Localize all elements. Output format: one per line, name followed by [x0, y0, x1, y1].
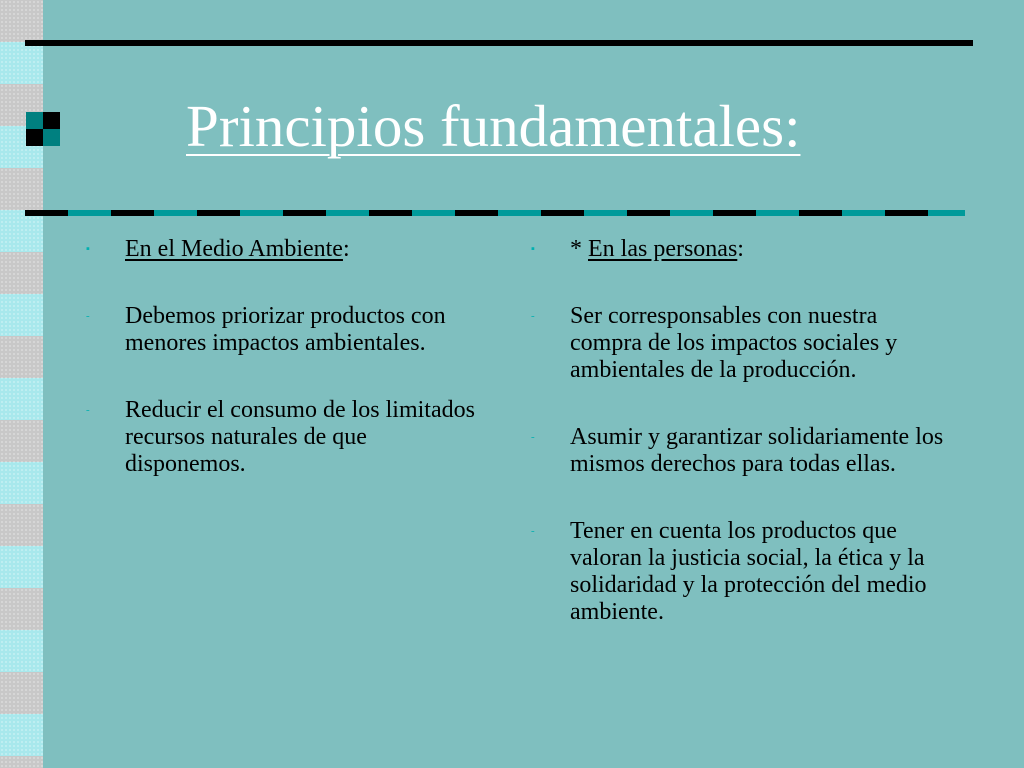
- list-item: [531, 424, 951, 478]
- checker-square-icon: [26, 112, 60, 146]
- left-heading: [86, 236, 486, 263]
- dashed-divider: [25, 210, 965, 216]
- list-item: [86, 397, 486, 478]
- left-column: [86, 236, 486, 478]
- list-item-text: Reducir el consumo de los limitados recursos naturales de que disponemos.: [125, 397, 475, 477]
- right-heading-suffix: :: [737, 236, 744, 262]
- square-bullet-icon: ▪: [86, 243, 90, 255]
- list-item: [531, 303, 951, 384]
- left-heading-text: En el Medio Ambiente: [125, 236, 343, 262]
- right-heading: [531, 236, 951, 263]
- list-item: [86, 303, 486, 357]
- dash-bullet-icon: -: [531, 310, 535, 322]
- list-item-text: Ser corresponsables con nuestra compra de los impactos sociales y ambientales de la producción.: [570, 303, 898, 383]
- dash-bullet-icon: -: [86, 404, 90, 416]
- square-bullet-icon: ▪: [531, 243, 535, 255]
- right-column: [531, 236, 951, 626]
- list-item-text: Tener en cuenta los productos que valoran la justicia social, la ética y la solidaridad y la protección del medio ambiente.: [570, 518, 927, 625]
- list-item-text: Asumir y garantizar solidariamente los mismos derechos para todas ellas.: [570, 424, 944, 477]
- top-rule: [25, 40, 973, 46]
- dash-bullet-icon: -: [86, 310, 90, 322]
- list-item: [531, 518, 951, 626]
- dash-bullet-icon: -: [531, 431, 535, 443]
- list-item-text: Debemos priorizar productos con menores impactos ambientales.: [125, 303, 446, 356]
- slide-title: Principios fundamentales:: [186, 93, 801, 159]
- left-heading-suffix: :: [342, 236, 350, 262]
- dash-bullet-icon: -: [531, 525, 535, 537]
- right-heading-prefix: *: [570, 236, 588, 262]
- right-heading-text: En las personas: [588, 236, 738, 262]
